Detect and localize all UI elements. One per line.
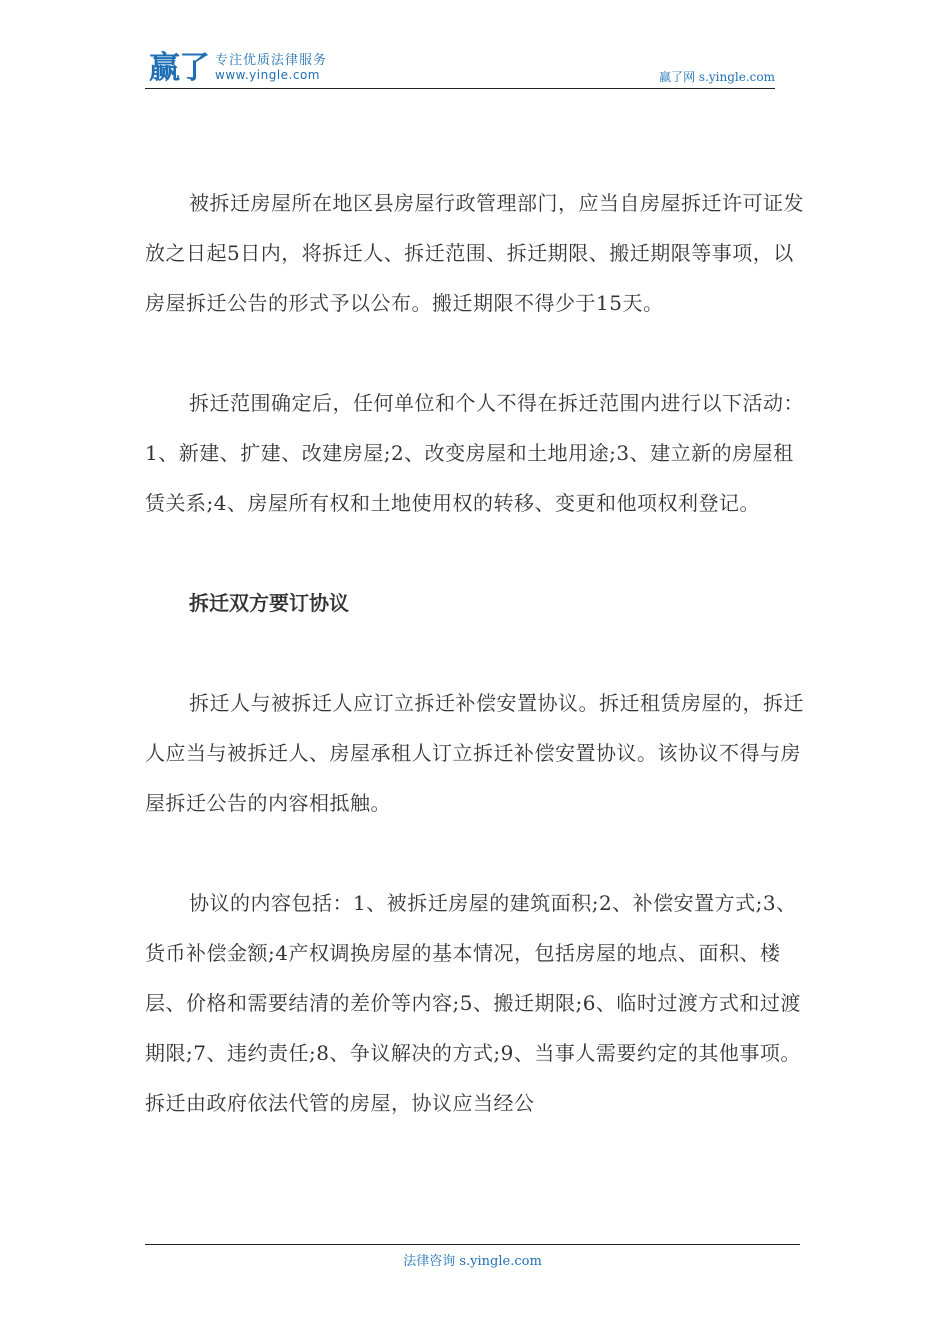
page-footer	[145, 1244, 800, 1269]
header-site-link[interactable]: 赢了网 s.yingle.com	[659, 70, 775, 84]
paragraph-restrictions: 拆迁范围确定后，任何单位和个人不得在拆迁范围内进行以下活动：1、新建、扩建、改建房屋;2、改变房屋和土地用途;3、建立新的房屋租赁关系;4、房屋所有权和土地使用权的转移、变更和他项权利登记。	[145, 391, 804, 515]
paragraph-agreement-contents: 协议的内容包括：1、被拆迁房屋的建筑面积;2、补偿安置方式;3、货币补偿金额;4产权调换房屋的基本情况，包括房屋的地点、面积、楼层、价格和需要结清的差价等内容;5、搬迁期限;6、临时过渡方式和过渡期限;7、违约责任;8、争议解决的方式;9、当事人需要约定的其他事项。拆迁由政府依法代管的房屋，协议应当经公	[145, 891, 801, 1115]
logo-slogan: 专注优质法律服务	[215, 53, 328, 68]
logo-mark: 赢了	[149, 50, 209, 86]
page-header	[145, 48, 775, 89]
logo-url: www.yingle.com	[215, 68, 320, 82]
section-heading: 拆迁双方要订协议	[189, 591, 349, 615]
paragraph-announcement: 被拆迁房屋所在地区县房屋行政管理部门，应当自房屋拆迁许可证发放之日起5日内，将拆迁人、拆迁范围、拆迁期限、搬迁期限等事项，以房屋拆迁公告的形式予以公布。搬迁期限不得少于15天。	[145, 191, 804, 315]
footer-link[interactable]: 法律咨询 s.yingle.com	[403, 1254, 542, 1269]
paragraph-agreement: 拆迁人与被拆迁人应订立拆迁补偿安置协议。拆迁租赁房屋的，拆迁人应当与被拆迁人、房屋承租人订立拆迁补偿安置协议。该协议不得与房屋拆迁公告的内容相抵触。	[145, 691, 804, 815]
logo-text	[215, 50, 327, 82]
document-body	[145, 178, 810, 1178]
site-logo[interactable]	[149, 50, 327, 86]
